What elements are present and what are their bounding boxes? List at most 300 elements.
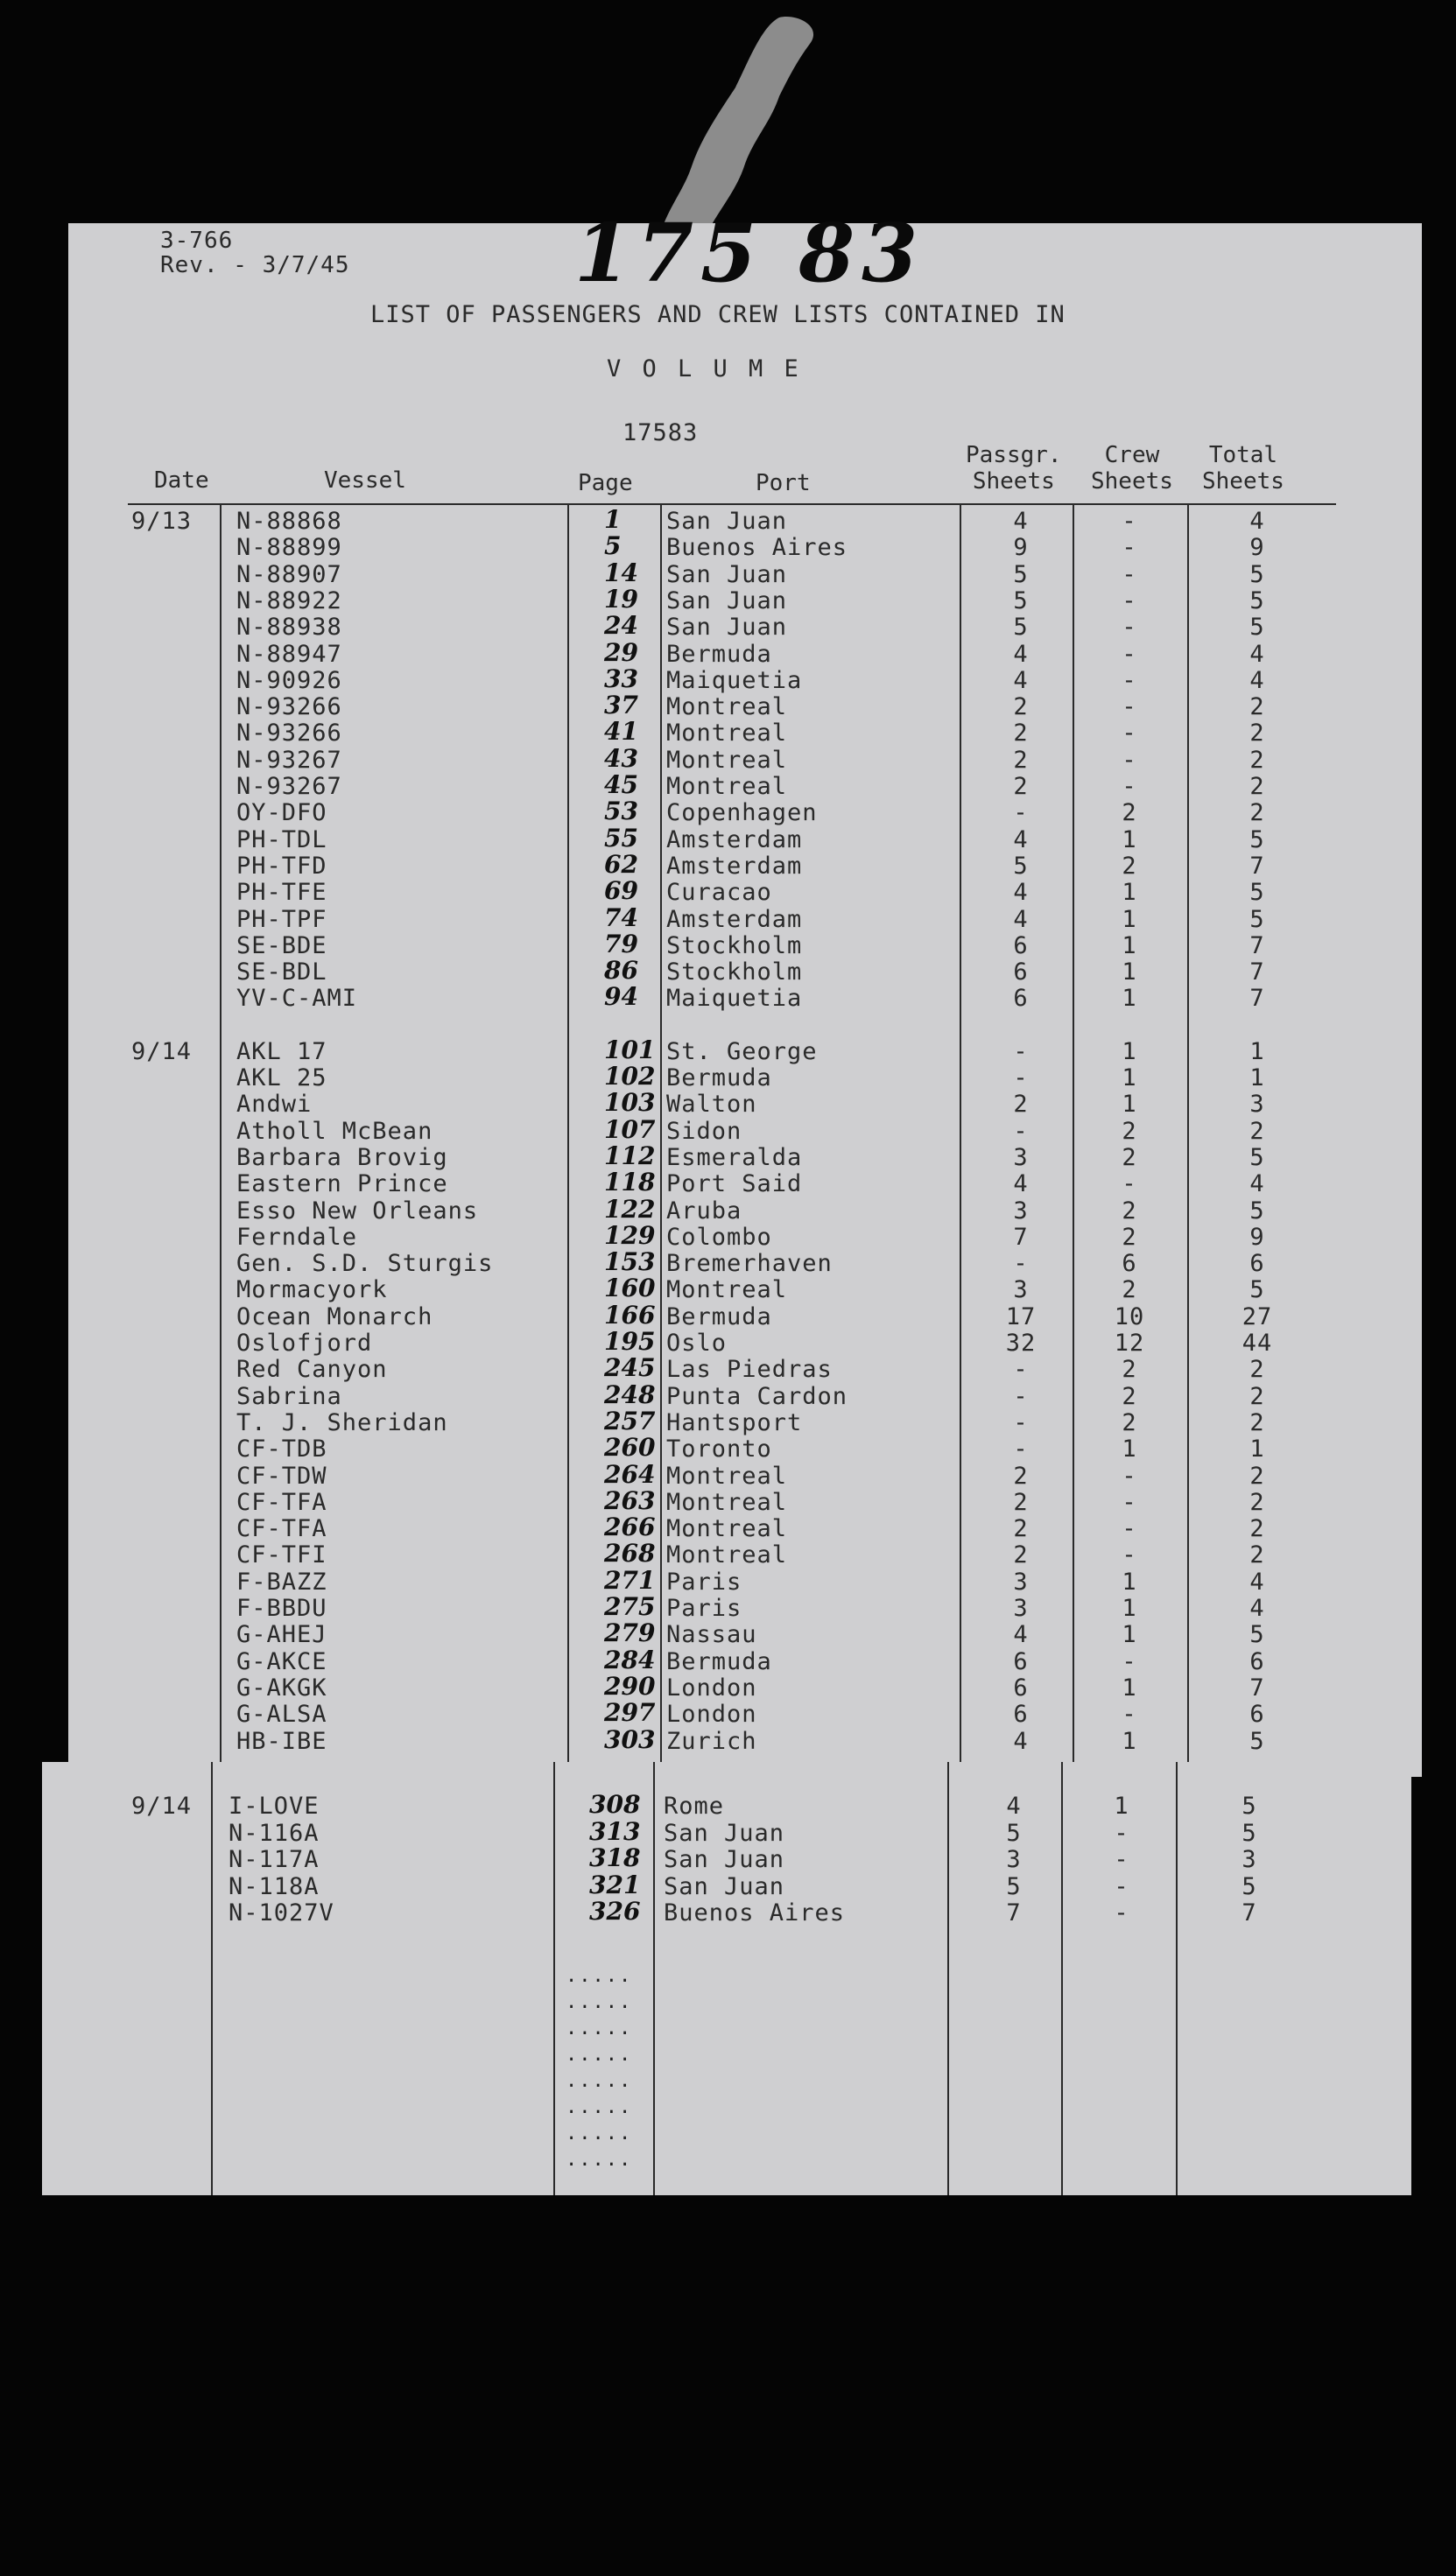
row-total-sheets: 1 (1249, 1435, 1265, 1463)
header-port: Port (756, 470, 811, 496)
row-total-sheets: 7 (1249, 985, 1265, 1013)
row-page: 53 (604, 797, 638, 826)
row-page: 69 (604, 876, 638, 906)
header-passenger-sheets: Passgr. Sheets (966, 442, 1062, 495)
row-crew-sheets: 10 (1114, 1302, 1145, 1330)
row-passenger-sheets: 6 (1013, 1701, 1029, 1729)
row-total-sheets: 5 (1249, 1276, 1265, 1304)
column-divider (660, 505, 662, 1770)
row-passenger-sheets: 4 (1013, 825, 1029, 853)
row-crew-sheets: 1 (1122, 1037, 1137, 1065)
form-code: 3-766 (160, 228, 234, 254)
row-vessel: PH-TPF (236, 905, 327, 933)
row-page: 107 (604, 1114, 656, 1144)
row-crew-sheets: 2 (1122, 1382, 1137, 1410)
row-total-sheets: 7 (1249, 958, 1265, 986)
document-sheet (68, 206, 1422, 1777)
row-page: 303 (604, 1724, 656, 1754)
row-vessel: AKL 25 (236, 1064, 327, 1091)
row-crew-sheets: 1 (1122, 905, 1137, 933)
row-crew-sheets: 2 (1122, 1276, 1137, 1304)
row-passenger-sheets: 3 (1013, 1276, 1029, 1304)
header-date: Date (154, 467, 209, 494)
row-port: Toronto (666, 1435, 772, 1463)
row-page: 166 (604, 1300, 656, 1330)
row-port: Amsterdam (666, 825, 803, 853)
row-port: Montreal (666, 693, 788, 721)
row-port: London (666, 1701, 757, 1729)
row-page: 284 (604, 1645, 656, 1674)
row-page: 29 (604, 637, 638, 667)
row-crew-sheets: - (1122, 560, 1137, 588)
row-port: Walton (666, 1091, 757, 1119)
row-crew-sheets: - (1122, 719, 1137, 748)
row-passenger-sheets: 5 (1013, 560, 1029, 588)
row-passenger-sheets: 4 (1013, 905, 1029, 933)
row-total-sheets: 2 (1249, 719, 1265, 748)
row-passenger-sheets: 4 (1013, 1727, 1029, 1755)
row-vessel: G-AKCE (236, 1647, 327, 1675)
row-crew-sheets: - (1122, 614, 1137, 642)
row-passenger-sheets: - (1013, 1435, 1029, 1463)
row-date: 9/13 (131, 508, 193, 535)
row-crew-sheets: - (1122, 693, 1137, 721)
row-page: 245 (604, 1353, 656, 1383)
row-total-sheets: 3 (1249, 1091, 1265, 1119)
row-port: Hantsport (666, 1408, 803, 1436)
row-page: 275 (604, 1592, 656, 1621)
row-passenger-sheets: 5 (1013, 852, 1029, 880)
row-passenger-sheets: 5 (1013, 586, 1029, 614)
row-port: Colombo (666, 1223, 772, 1251)
row-port: Montreal (666, 773, 788, 800)
row-total-sheets: 7 (1241, 1899, 1257, 1927)
row-crew-sheets: - (1122, 1701, 1137, 1729)
row-passenger-sheets: - (1013, 1408, 1029, 1436)
row-passenger-sheets: 2 (1013, 773, 1029, 800)
row-vessel: N-118A (229, 1872, 320, 1900)
row-port: Bremerhaven (666, 1250, 833, 1278)
row-page: 195 (604, 1327, 656, 1356)
row-port: Bermuda (666, 1302, 772, 1330)
row-port: Copenhagen (666, 799, 818, 827)
row-page: 266 (604, 1513, 656, 1542)
row-passenger-sheets: - (1013, 1064, 1029, 1091)
row-vessel: N-90926 (236, 666, 342, 694)
row-port: Buenos Aires (664, 1899, 846, 1927)
row-page: 248 (604, 1379, 656, 1409)
row-port: Montreal (666, 1541, 788, 1569)
row-passenger-sheets: 4 (1013, 1621, 1029, 1649)
header-total-sheets: Total Sheets (1202, 442, 1284, 495)
row-total-sheets: 6 (1249, 1701, 1265, 1729)
row-port: Aruba (666, 1197, 742, 1225)
row-crew-sheets: - (1122, 666, 1137, 694)
row-vessel: N-93266 (236, 693, 342, 721)
row-vessel: Barbara Brovig (236, 1143, 448, 1171)
row-port: San Juan (664, 1819, 785, 1847)
row-port: Nassau (666, 1621, 757, 1649)
row-page: 122 (604, 1194, 656, 1224)
row-vessel: Ferndale (236, 1223, 358, 1251)
row-page: 290 (604, 1671, 656, 1701)
row-crew-sheets: - (1122, 640, 1137, 668)
row-vessel: N-93266 (236, 719, 342, 748)
row-crew-sheets: 6 (1122, 1250, 1137, 1278)
row-port: Paris (666, 1568, 742, 1596)
row-vessel: Gen. S.D. Sturgis (236, 1250, 494, 1278)
row-vessel: Esso New Orleans (236, 1197, 479, 1225)
row-vessel: N-88938 (236, 614, 342, 642)
row-port: London (666, 1674, 757, 1702)
column-divider (1073, 505, 1074, 1770)
row-port: St. George (666, 1037, 818, 1065)
row-total-sheets: 7 (1249, 931, 1265, 959)
row-total-sheets: 5 (1249, 905, 1265, 933)
row-crew-sheets: 1 (1114, 1793, 1129, 1820)
row-total-sheets: 2 (1249, 1515, 1265, 1543)
row-crew-sheets: 1 (1122, 1595, 1137, 1622)
row-total-sheets: 4 (1249, 508, 1265, 535)
row-crew-sheets: - (1122, 773, 1137, 800)
row-total-sheets: 5 (1241, 1793, 1257, 1820)
row-vessel: N-117A (229, 1846, 320, 1873)
row-total-sheets: 2 (1249, 1488, 1265, 1516)
row-total-sheets: 6 (1249, 1250, 1265, 1278)
row-total-sheets: 2 (1249, 773, 1265, 800)
row-passenger-sheets: 5 (1006, 1872, 1022, 1900)
row-port: Curacao (666, 879, 772, 907)
row-vessel: G-AKGK (236, 1674, 327, 1702)
row-crew-sheets: 1 (1122, 879, 1137, 907)
row-page: 94 (604, 982, 638, 1012)
row-vessel: N-116A (229, 1819, 320, 1847)
row-vessel: N-88907 (236, 560, 342, 588)
row-passenger-sheets: 6 (1013, 958, 1029, 986)
row-port: San Juan (666, 614, 788, 642)
row-page: 112 (604, 1141, 656, 1170)
row-vessel: Ocean Monarch (236, 1302, 433, 1330)
column-divider (1061, 1762, 1063, 2195)
row-total-sheets: 1 (1249, 1037, 1265, 1065)
row-port: Montreal (666, 719, 788, 748)
column-divider (553, 1762, 555, 2195)
row-page: 313 (589, 1816, 641, 1846)
row-total-sheets: 2 (1249, 1117, 1265, 1145)
row-total-sheets: 5 (1249, 1143, 1265, 1171)
row-crew-sheets: - (1122, 1515, 1137, 1543)
row-page: 45 (604, 770, 638, 799)
row-total-sheets: 2 (1249, 1408, 1265, 1436)
row-passenger-sheets: 6 (1013, 985, 1029, 1013)
row-passenger-sheets: 2 (1013, 719, 1029, 748)
row-total-sheets: 5 (1249, 586, 1265, 614)
row-passenger-sheets: 3 (1013, 1568, 1029, 1596)
row-total-sheets: 5 (1249, 1727, 1265, 1755)
row-crew-sheets: 2 (1122, 799, 1137, 827)
row-page: 103 (604, 1088, 656, 1118)
revision-date: Rev. - 3/7/45 (160, 252, 350, 278)
row-page: 297 (604, 1698, 656, 1728)
column-divider (1187, 505, 1189, 1770)
row-page: 19 (604, 584, 638, 614)
row-passenger-sheets: 4 (1013, 666, 1029, 694)
row-page: 86 (604, 956, 638, 986)
row-passenger-sheets: 32 (1005, 1330, 1037, 1357)
row-total-sheets: 5 (1249, 560, 1265, 588)
row-vessel: Andwi (236, 1091, 313, 1119)
header-crew-sheets: Crew Sheets (1091, 442, 1173, 495)
row-passenger-sheets: 2 (1013, 746, 1029, 774)
row-port: Paris (666, 1595, 742, 1622)
row-total-sheets: 5 (1249, 614, 1265, 642)
row-crew-sheets: 1 (1122, 931, 1137, 959)
row-port: Amsterdam (666, 852, 803, 880)
row-page: 5 (604, 531, 622, 561)
row-page: 41 (604, 717, 638, 747)
row-crew-sheets: 1 (1122, 1091, 1137, 1119)
row-total-sheets: 5 (1241, 1819, 1257, 1847)
row-page: 279 (604, 1618, 656, 1648)
row-total-sheets: 7 (1249, 1674, 1265, 1702)
row-port: Stockholm (666, 931, 803, 959)
row-crew-sheets: 2 (1122, 1143, 1137, 1171)
row-total-sheets: 44 (1241, 1330, 1273, 1357)
column-divider (1176, 1762, 1178, 2195)
row-page: 55 (604, 823, 638, 853)
row-vessel: Atholl McBean (236, 1117, 433, 1145)
row-crew-sheets: - (1122, 1488, 1137, 1516)
row-crew-sheets: 1 (1122, 958, 1137, 986)
row-crew-sheets: 2 (1122, 1356, 1137, 1384)
row-vessel: N-93267 (236, 773, 342, 800)
row-crew-sheets: 12 (1114, 1330, 1145, 1357)
row-port: Montreal (666, 1462, 788, 1490)
row-vessel: I-LOVE (229, 1793, 320, 1820)
column-divider (947, 1762, 949, 2195)
row-vessel: N-88899 (236, 534, 342, 562)
row-passenger-sheets: 2 (1013, 1541, 1029, 1569)
row-passenger-sheets: 6 (1013, 931, 1029, 959)
row-vessel: Mormacyork (236, 1276, 388, 1304)
row-port: Bermuda (666, 1647, 772, 1675)
row-passenger-sheets: - (1013, 1356, 1029, 1384)
row-total-sheets: 4 (1249, 1568, 1265, 1596)
row-port: Punta Cardon (666, 1382, 848, 1410)
row-page: 33 (604, 663, 638, 693)
row-vessel: G-AHEJ (236, 1621, 327, 1649)
row-page: 153 (604, 1247, 656, 1277)
column-divider (220, 505, 222, 1770)
column-divider (567, 505, 569, 1770)
volume-number: 17583 (622, 419, 699, 446)
row-vessel: OY-DFO (236, 799, 327, 827)
row-vessel: PH-TFD (236, 852, 327, 880)
row-crew-sheets: - (1114, 1846, 1129, 1873)
row-passenger-sheets: 17 (1005, 1302, 1037, 1330)
row-vessel: Sabrina (236, 1382, 342, 1410)
row-port: Oslo (666, 1330, 728, 1357)
row-port: San Juan (666, 508, 788, 535)
row-passenger-sheets: 3 (1013, 1595, 1029, 1622)
row-page: 263 (604, 1485, 656, 1515)
row-crew-sheets: 2 (1122, 852, 1137, 880)
row-total-sheets: 9 (1249, 1223, 1265, 1251)
row-vessel: Eastern Prince (236, 1170, 448, 1198)
row-port: San Juan (664, 1872, 785, 1900)
row-port: Bermuda (666, 1064, 772, 1091)
row-vessel: T. J. Sheridan (236, 1408, 448, 1436)
row-total-sheets: 2 (1249, 693, 1265, 721)
row-passenger-sheets: - (1013, 1037, 1029, 1065)
row-total-sheets: 1 (1249, 1064, 1265, 1091)
row-page: 326 (589, 1897, 641, 1926)
row-port: San Juan (666, 586, 788, 614)
column-divider (653, 1762, 655, 2195)
document-title: LIST OF PASSENGERS AND CREW LISTS CONTAINED IN (370, 301, 1066, 328)
row-port: Rome (664, 1793, 725, 1820)
row-passenger-sheets: 2 (1013, 1515, 1029, 1543)
row-port: Buenos Aires (666, 534, 848, 562)
row-vessel: CF-TDW (236, 1462, 327, 1490)
row-crew-sheets: 1 (1122, 985, 1137, 1013)
row-total-sheets: 5 (1249, 1197, 1265, 1225)
row-total-sheets: 3 (1241, 1846, 1257, 1873)
row-port: San Juan (666, 560, 788, 588)
row-crew-sheets: 1 (1122, 825, 1137, 853)
row-vessel: N-1027V (229, 1899, 334, 1927)
row-vessel: AKL 17 (236, 1037, 327, 1065)
row-port: Montreal (666, 1488, 788, 1516)
row-passenger-sheets: 3 (1013, 1143, 1029, 1171)
row-passenger-sheets: 4 (1006, 1793, 1022, 1820)
row-passenger-sheets: 6 (1013, 1647, 1029, 1675)
row-total-sheets: 4 (1249, 666, 1265, 694)
row-port: Las Piedras (666, 1356, 833, 1384)
row-vessel: CF-TFI (236, 1541, 327, 1569)
row-vessel: F-BAZZ (236, 1568, 327, 1596)
row-crew-sheets: - (1114, 1899, 1129, 1927)
row-page: 37 (604, 691, 638, 720)
row-page: 271 (604, 1565, 656, 1595)
row-vessel: SE-BDL (236, 958, 327, 986)
row-crew-sheets: - (1122, 534, 1137, 562)
row-vessel: F-BBDU (236, 1595, 327, 1622)
row-crew-sheets: 2 (1122, 1408, 1137, 1436)
row-page: 160 (604, 1274, 656, 1303)
row-crew-sheets: - (1122, 508, 1137, 535)
row-total-sheets: 6 (1249, 1647, 1265, 1675)
row-port: San Juan (664, 1846, 785, 1873)
row-port: Montreal (666, 1515, 788, 1543)
row-passenger-sheets: 4 (1013, 879, 1029, 907)
row-vessel: Oslofjord (236, 1330, 373, 1357)
volume-label: V O L U M E (607, 355, 802, 383)
row-port: Esmeralda (666, 1143, 803, 1171)
handwritten-volume-number: 175 83 (574, 206, 925, 300)
row-page: 318 (589, 1843, 641, 1872)
row-total-sheets: 7 (1249, 852, 1265, 880)
row-vessel: SE-BDE (236, 931, 327, 959)
row-passenger-sheets: 6 (1013, 1674, 1029, 1702)
row-vessel: CF-TDB (236, 1435, 327, 1463)
row-vessel: YV-C-AMI (236, 985, 358, 1013)
row-page: 257 (604, 1406, 656, 1435)
row-crew-sheets: 1 (1122, 1568, 1137, 1596)
row-page: 129 (604, 1220, 656, 1250)
row-total-sheets: 4 (1249, 640, 1265, 668)
row-passenger-sheets: - (1013, 799, 1029, 827)
row-vessel: G-ALSA (236, 1701, 327, 1729)
row-crew-sheets: - (1114, 1872, 1129, 1900)
row-vessel: N-93267 (236, 746, 342, 774)
row-port: Montreal (666, 746, 788, 774)
row-passenger-sheets: 3 (1006, 1846, 1022, 1873)
empty-page-dots: ..... ..... ..... ..... ..... ..... ..... ..... (566, 1965, 633, 2171)
row-page: 62 (604, 849, 638, 879)
row-port: Stockholm (666, 958, 803, 986)
row-port: Amsterdam (666, 905, 803, 933)
row-page: 260 (604, 1433, 656, 1463)
row-crew-sheets: 1 (1122, 1727, 1137, 1755)
row-total-sheets: 5 (1249, 825, 1265, 853)
row-passenger-sheets: 2 (1013, 1091, 1029, 1119)
row-total-sheets: 2 (1249, 1541, 1265, 1569)
row-total-sheets: 2 (1249, 1382, 1265, 1410)
row-total-sheets: 2 (1249, 799, 1265, 827)
row-page: 74 (604, 902, 638, 932)
column-divider (211, 1762, 213, 2195)
row-crew-sheets: - (1122, 1170, 1137, 1198)
row-passenger-sheets: 7 (1006, 1899, 1022, 1927)
row-passenger-sheets: 2 (1013, 693, 1029, 721)
row-crew-sheets: 2 (1122, 1117, 1137, 1145)
row-passenger-sheets: 4 (1013, 640, 1029, 668)
document-sheet-overlay (42, 1762, 1411, 2195)
row-passenger-sheets: 2 (1013, 1462, 1029, 1490)
row-total-sheets: 4 (1249, 1595, 1265, 1622)
row-passenger-sheets: 5 (1013, 614, 1029, 642)
row-crew-sheets: 1 (1122, 1674, 1137, 1702)
row-port: Port Said (666, 1170, 803, 1198)
row-crew-sheets: - (1122, 746, 1137, 774)
row-crew-sheets: 1 (1122, 1621, 1137, 1649)
row-vessel: PH-TFE (236, 879, 327, 907)
row-page: 79 (604, 929, 638, 958)
row-vessel: HB-IBE (236, 1727, 327, 1755)
row-crew-sheets: 2 (1122, 1223, 1137, 1251)
row-passenger-sheets: - (1013, 1382, 1029, 1410)
row-crew-sheets: - (1122, 1647, 1137, 1675)
row-crew-sheets: 1 (1122, 1064, 1137, 1091)
column-divider (960, 505, 961, 1770)
row-passenger-sheets: - (1013, 1117, 1029, 1145)
row-vessel: CF-TFA (236, 1515, 327, 1543)
row-page: 308 (589, 1790, 641, 1819)
header-rule (128, 503, 1336, 505)
row-total-sheets: 5 (1249, 879, 1265, 907)
row-port: Maiquetia (666, 666, 803, 694)
row-crew-sheets: - (1122, 1541, 1137, 1569)
row-port: Maiquetia (666, 985, 803, 1013)
row-crew-sheets: - (1122, 1462, 1137, 1490)
row-crew-sheets: 1 (1122, 1435, 1137, 1463)
row-page: 14 (604, 558, 638, 587)
row-passenger-sheets: - (1013, 1250, 1029, 1278)
row-page: 321 (589, 1870, 641, 1899)
row-page: 118 (604, 1168, 656, 1197)
row-crew-sheets: - (1122, 586, 1137, 614)
